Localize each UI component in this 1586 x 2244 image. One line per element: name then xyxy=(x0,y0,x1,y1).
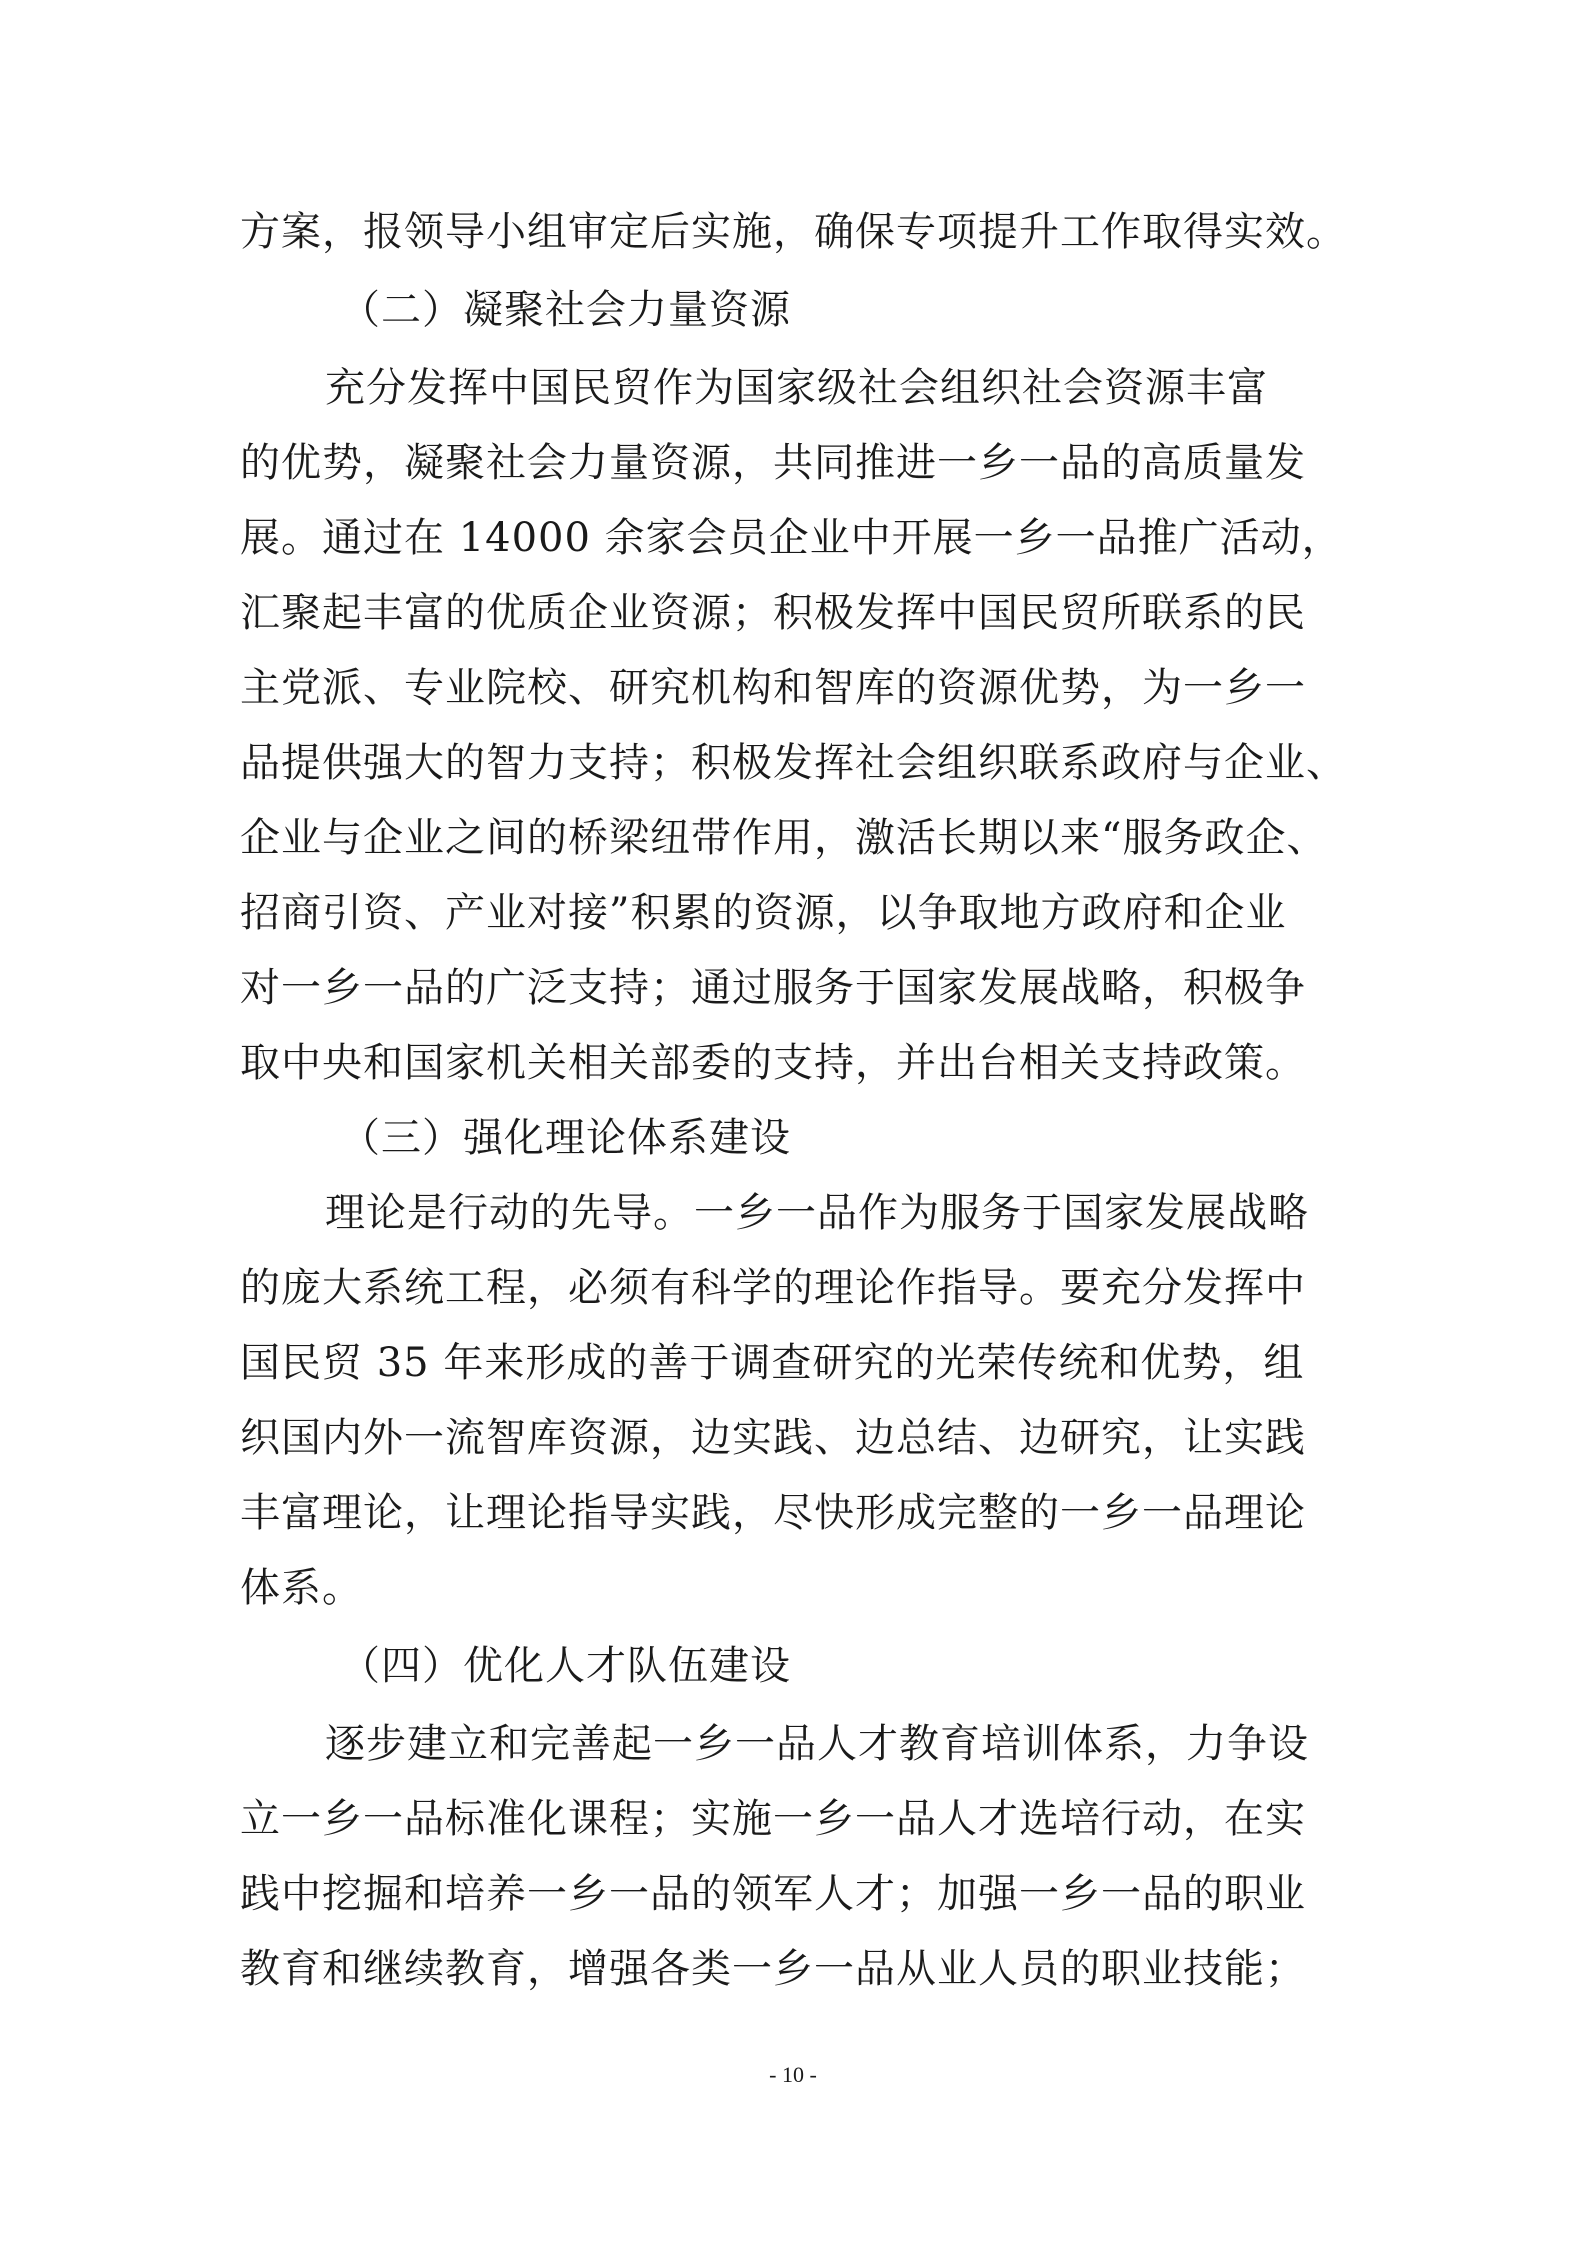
section-heading-3: （三）强化理论体系建设 xyxy=(340,1115,791,1161)
paragraph-line: 汇聚起丰富的优质企业资源；积极发挥中国民贸所联系的民 xyxy=(240,590,1306,636)
paragraph-line: 的优势，凝聚社会力量资源，共同推进一乡一品的高质量发 xyxy=(240,440,1306,486)
paragraph-line: 立一乡一品标准化课程；实施一乡一品人才选培行动，在实 xyxy=(240,1796,1306,1842)
paragraph-line: 织国内外一流智库资源，边实践、边总结、边研究，让实践 xyxy=(240,1415,1306,1461)
paragraph-line: 教育和继续教育，增强各类一乡一品从业人员的职业技能； xyxy=(240,1946,1306,1992)
page-number: - 10 - xyxy=(769,2062,817,2087)
paragraph-line: 取中央和国家机关相关部委的支持，并出台相关支持政策。 xyxy=(240,1040,1306,1086)
paragraph-line: 企业与企业之间的桥梁纽带作用，激活长期以来“服务政企、 xyxy=(240,815,1328,861)
paragraph-line: 践中挖掘和培养一乡一品的领军人才；加强一乡一品的职业 xyxy=(240,1871,1306,1917)
paragraph-line: 展。通过在 14000 余家会员企业中开展一乡一品推广活动， xyxy=(240,515,1343,561)
paragraph-line: 体系。 xyxy=(240,1565,363,1611)
paragraph-line: 丰富理论，让理论指导实践，尽快形成完整的一乡一品理论 xyxy=(240,1490,1306,1536)
section-heading-2: （二）凝聚社会力量资源 xyxy=(340,287,791,333)
paragraph-line: 的庞大系统工程，必须有科学的理论作指导。要充分发挥中 xyxy=(240,1265,1306,1311)
paragraph-line: 主党派、专业院校、研究机构和智库的资源优势，为一乡一 xyxy=(240,665,1306,711)
paragraph-line: 充分发挥中国民贸作为国家级社会组织社会资源丰富 xyxy=(325,365,1268,411)
paragraph-line: 招商引资、产业对接”积累的资源，以争取地方政府和企业 xyxy=(240,890,1287,936)
paragraph-line: 逐步建立和完善起一乡一品人才教育培训体系，力争设 xyxy=(325,1721,1309,1767)
section-heading-4: （四）优化人才队伍建设 xyxy=(340,1643,791,1689)
paragraph-line: 国民贸 35 年来形成的善于调查研究的光荣传统和优势，组 xyxy=(240,1340,1305,1386)
paragraph-line: 理论是行动的先导。一乡一品作为服务于国家发展战略 xyxy=(325,1190,1309,1236)
paragraph-line: 方案，报领导小组审定后实施，确保专项提升工作取得实效。 xyxy=(240,209,1347,255)
paragraph-line: 品提供强大的智力支持；积极发挥社会组织联系政府与企业、 xyxy=(240,740,1347,786)
paragraph-line: 对一乡一品的广泛支持；通过服务于国家发展战略，积极争 xyxy=(240,965,1306,1011)
